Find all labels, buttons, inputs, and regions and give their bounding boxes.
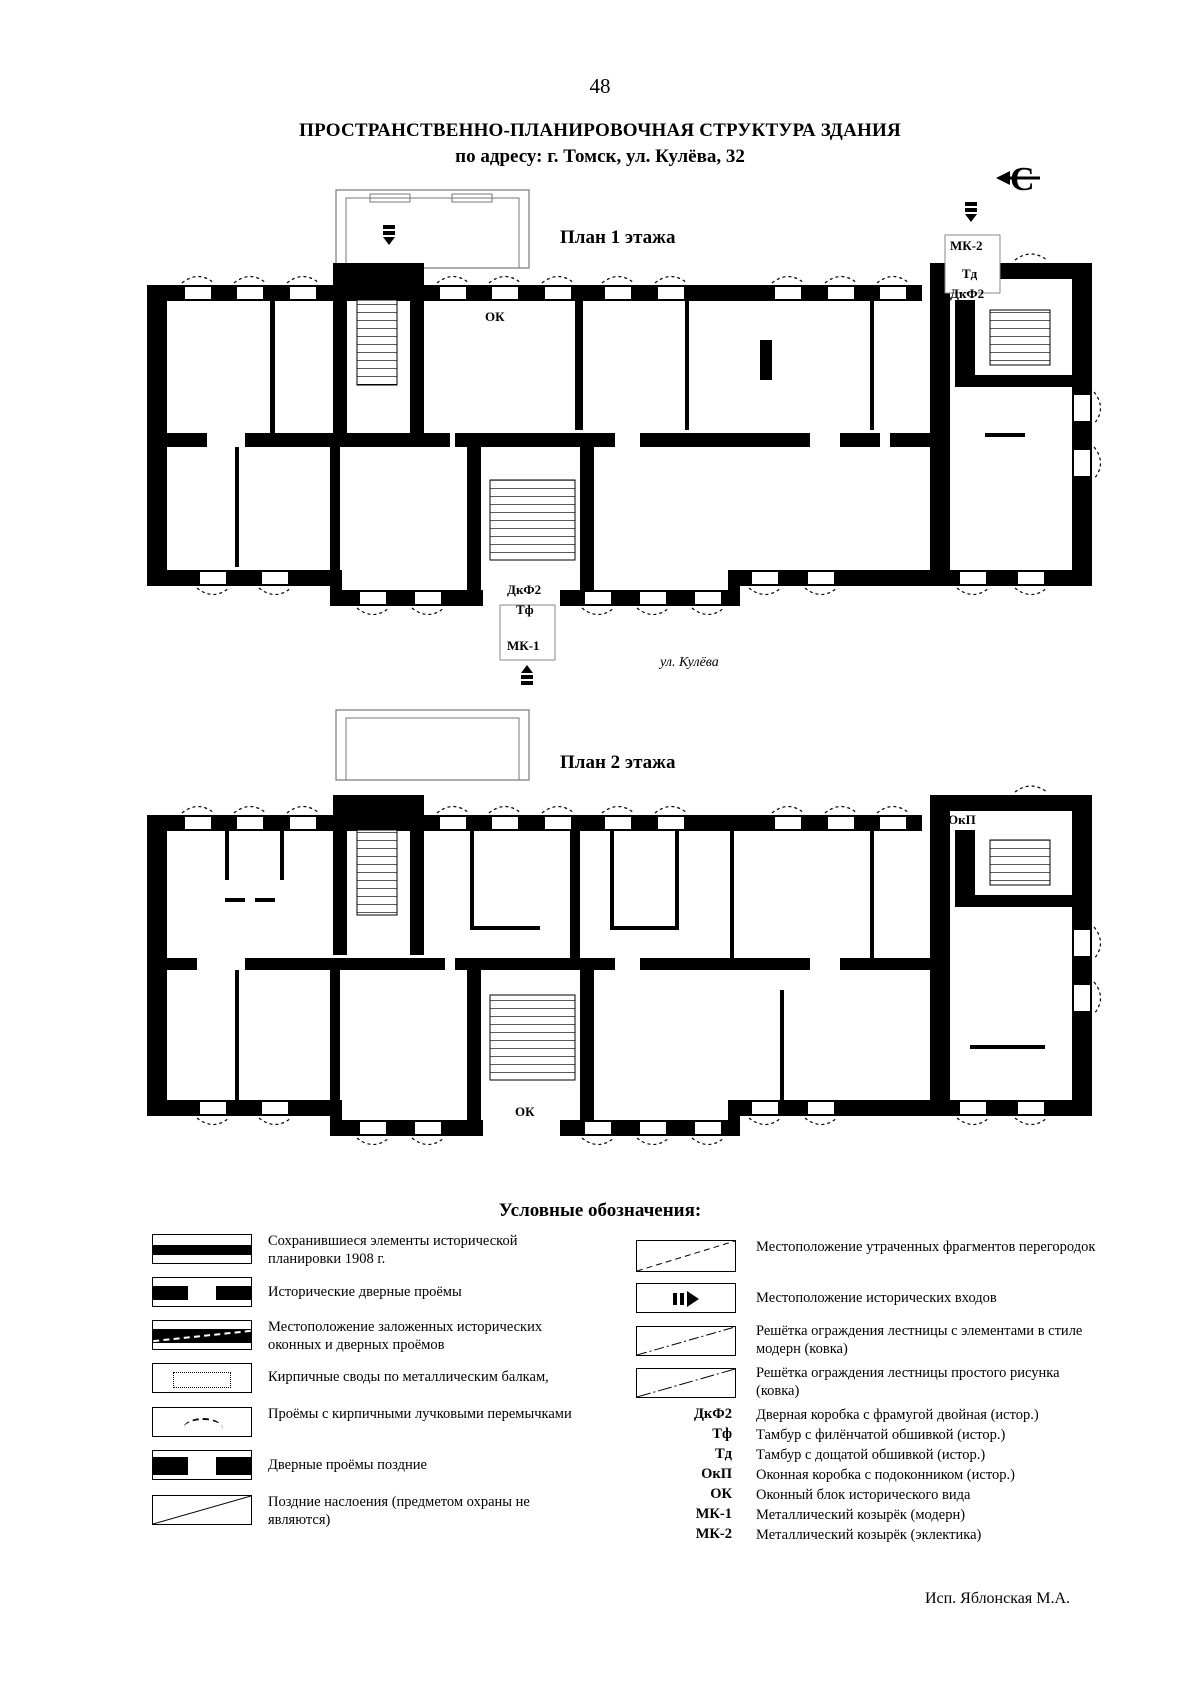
legend-code-text: Оконная коробка с подоконником (истор.) <box>756 1467 1015 1483</box>
legend-symbol-historic-entrances <box>636 1283 736 1313</box>
legend-symbol-simple-railing <box>636 1368 736 1398</box>
plan-2-title: План 2 этажа <box>560 752 676 773</box>
plan-2-label-okp: ОкП <box>948 812 976 827</box>
plan-1-drawing <box>147 190 1092 685</box>
plan-1-label-mk1: МК-1 <box>507 638 540 653</box>
legend-code-text: Тамбур с дощатой обшивкой (истор.) <box>756 1447 986 1463</box>
plan-1-label-tf: Тф <box>516 602 534 617</box>
plan-1-title: План 1 этажа <box>560 227 676 248</box>
legend-code-text: Металлический козырёк (эклектика) <box>756 1527 982 1543</box>
legend-text-late-layers: Поздние наслоения (предметом охраны не являются) <box>268 1494 530 1528</box>
legend-symbol-lost-partitions <box>636 1240 736 1272</box>
plan-1-label-mk2: МК-2 <box>950 238 983 253</box>
author-credit: Исп. Яблонская М.А. <box>924 1590 1070 1607</box>
north-arrow-icon <box>996 161 1040 198</box>
legend-text-historic-doors: Исторические дверные проёмы <box>268 1284 462 1300</box>
page-subtitle: по адресу: г. Томск, ул. Кулёва, 32 <box>455 146 745 167</box>
page-number: 48 <box>589 74 611 98</box>
legend-symbol-historic-doors <box>152 1277 252 1307</box>
legend-code-text: Дверная коробка с фрамугой двойная (истор.) <box>756 1407 1039 1423</box>
plan-1-label-ok: ОК <box>485 309 505 324</box>
legend-text-arched-lintels: Проёмы с кирпичными лучковыми перемычками <box>268 1406 572 1422</box>
legend-text-historic-entrances: Местоположение исторических входов <box>756 1290 997 1306</box>
street-name: ул. Кулёва <box>660 655 719 670</box>
legend-code: ДкФ2 <box>693 1406 732 1422</box>
legend-symbol-modern-railing <box>636 1326 736 1356</box>
legend-text-late-doors: Дверные проёмы поздние <box>268 1457 427 1473</box>
plan-1-label-dkf2-bottom: ДкФ2 <box>507 582 542 597</box>
legend-code: МК-2 <box>695 1526 732 1542</box>
legend-code-text: Металлический козырёк (модерн) <box>756 1507 966 1523</box>
legend-symbol-arched-lintels <box>152 1407 252 1437</box>
legend-text-bricked-openings: Местоположение заложенных исторических оконных и дверных проёмов <box>268 1319 543 1353</box>
legend-symbol-late-doors <box>152 1450 252 1480</box>
legend-title: Условные обозначения: <box>498 1200 702 1221</box>
plan-2-label-ok: ОК <box>515 1104 535 1119</box>
compass-letter: С <box>1010 161 1035 198</box>
legend-code: Тф <box>712 1426 732 1442</box>
legend-code-text: Оконный блок исторического вида <box>756 1487 971 1503</box>
legend-text-lost-partitions: Местоположение утраченных фрагментов перегородок <box>756 1239 1096 1255</box>
legend-text-simple-railing: Решётка ограждения лестницы простого рисунка (ковка) <box>756 1365 1060 1399</box>
legend-symbol-bricked-openings <box>152 1320 252 1350</box>
legend-code: МК-1 <box>695 1506 732 1522</box>
legend-text-modern-railing: Решётка ограждения лестницы с элементами в стиле модерн (ковка) <box>756 1323 1083 1357</box>
legend-code: ОК <box>710 1486 732 1502</box>
legend-code: ОкП <box>701 1466 732 1482</box>
legend-symbol-late-layers <box>152 1495 252 1525</box>
legend-code: Тд <box>714 1446 732 1462</box>
page-title: ПРОСТРАНСТВЕННО-ПЛАНИРОВОЧНАЯ СТРУКТУРА ЗДАНИЯ <box>299 120 901 141</box>
legend-symbol-brick-vaults <box>152 1363 252 1393</box>
legend-text-brick-vaults: Кирпичные своды по металлическим балкам, <box>268 1369 549 1385</box>
plan-1-label-dkf2-top: ДкФ2 <box>950 286 985 301</box>
legend-code-text: Тамбур с филёнчатой обшивкой (истор.) <box>756 1427 1006 1443</box>
legend-symbol-historic-walls <box>152 1234 252 1264</box>
plan-1-label-td: Тд <box>962 266 978 281</box>
legend-text-historic-walls: Сохранившиеся элементы исторической планировки 1908 г. <box>268 1233 518 1267</box>
